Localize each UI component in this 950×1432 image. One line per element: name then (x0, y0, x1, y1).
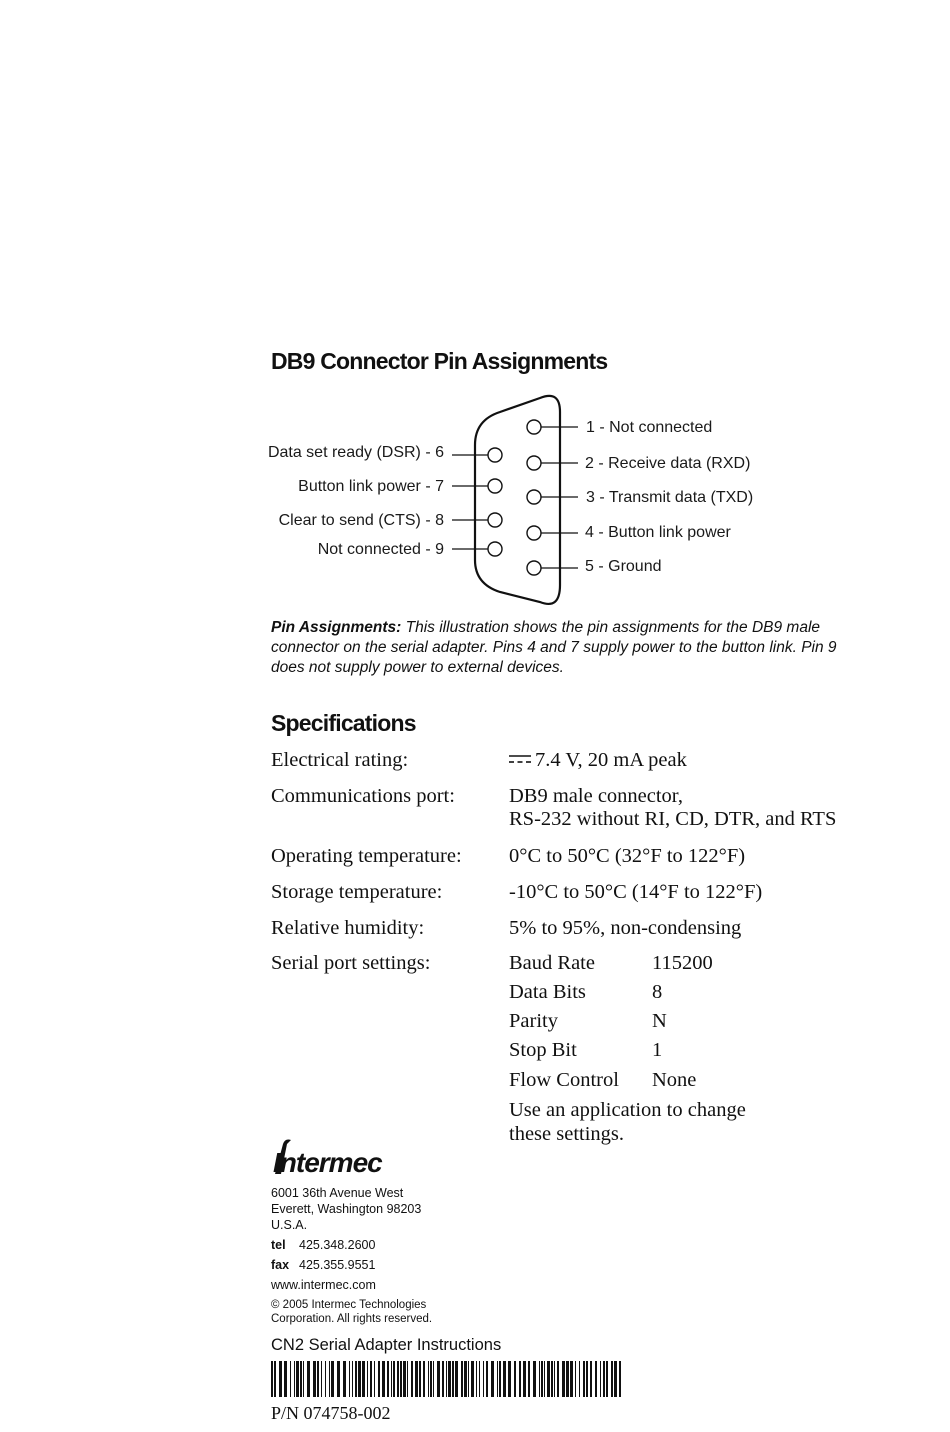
barcode-bar (349, 1361, 350, 1397)
barcode-bar (303, 1361, 304, 1397)
pin-7-label: Button link power - 7 (298, 478, 444, 495)
caption-lead: Pin Assignments: (271, 619, 402, 636)
barcode-bar (378, 1361, 380, 1397)
barcode-bar (331, 1361, 334, 1397)
barcode-bar (407, 1361, 408, 1397)
barcode-bar (528, 1361, 530, 1397)
barcode-bar (491, 1361, 494, 1397)
barcode-bar (519, 1361, 521, 1397)
barcode-bar (279, 1361, 282, 1397)
barcode-bar (433, 1361, 434, 1397)
barcode-bar (499, 1361, 501, 1397)
barcode-bar (554, 1361, 555, 1397)
pin-4-circle (527, 526, 541, 540)
barcode-bar (539, 1361, 540, 1397)
barcode-bar (362, 1361, 365, 1397)
barcode-bar (307, 1361, 310, 1397)
barcode-bar (503, 1361, 506, 1397)
barcode-bar (284, 1361, 287, 1397)
pin-9-label: Not connected - 9 (317, 541, 444, 558)
serial-val-databits: 8 (652, 981, 663, 1003)
barcode-bar (486, 1361, 488, 1397)
barcode-bar (352, 1361, 353, 1397)
serial-val-flow: None (652, 1069, 697, 1091)
serial-key-databits: Data Bits (509, 981, 586, 1003)
barcode-bar (400, 1361, 402, 1397)
barcode-bar (448, 1361, 451, 1397)
tel-number: 425.348.2600 (299, 1238, 376, 1252)
pin-1-circle (527, 420, 541, 434)
barcode (271, 1361, 626, 1397)
barcode-bar (321, 1361, 322, 1397)
spec-value-operating-temp: 0°C to 50°C (32°F to 122°F) (509, 845, 746, 867)
db9-caption (271, 618, 871, 678)
barcode-bar (300, 1361, 302, 1397)
intermec-logo (271, 1138, 431, 1178)
dc-voltage-icon (509, 754, 531, 764)
barcode-bar (479, 1361, 480, 1397)
barcode-bar (430, 1361, 432, 1397)
barcode-bar (471, 1361, 474, 1397)
db9-section-title: DB9 Connector Pin Assignments (271, 348, 608, 374)
pin-5-circle (527, 561, 541, 575)
barcode-bar (586, 1361, 588, 1397)
barcode-bar (557, 1361, 559, 1397)
barcode-bar (619, 1361, 621, 1397)
electrical-rating-text: 7.4 V, 20 mA peak (535, 749, 687, 771)
fax-number: 425.355.9551 (299, 1258, 376, 1272)
barcode-bar (296, 1361, 299, 1397)
pin-2-circle (527, 456, 541, 470)
barcode-bar (547, 1361, 550, 1397)
barcode-bar (570, 1361, 573, 1397)
barcode-bar (446, 1361, 447, 1397)
fax-line (271, 1257, 375, 1273)
pin-4-label: 4 - Button link power (585, 524, 731, 541)
address-line-3: U.S.A. (271, 1218, 308, 1232)
serial-key-flow: Flow Control (509, 1069, 619, 1091)
serial-key-parity: Parity (509, 1010, 558, 1032)
pin-5-label: 5 - Ground (585, 558, 662, 575)
spec-label-humidity: Relative humidity: (271, 917, 425, 939)
barcode-bar (374, 1361, 375, 1397)
barcode-bar (566, 1361, 569, 1397)
barcode-bar (461, 1361, 463, 1397)
spec-label-operating-temp: Operating temperature: (271, 845, 462, 867)
serial-key-stopbit: Stop Bit (509, 1039, 577, 1061)
barcode-bar (313, 1361, 316, 1397)
spec-label-serial-settings: Serial port settings: (271, 952, 431, 974)
spec-value-comm-port: DB9 male connector, (509, 785, 683, 807)
barcode-bar (403, 1361, 406, 1397)
pin-6-label: Data set ready (DSR) - 6 (267, 444, 444, 461)
serial-val-parity: N (652, 1010, 667, 1032)
barcode-bar (437, 1361, 440, 1397)
barcode-bar (290, 1361, 291, 1397)
serial-note-line1: Use an application to change (509, 1099, 746, 1121)
serial-note-line2: these settings. (509, 1123, 625, 1145)
logo-wordmark: Intermec (273, 1147, 382, 1178)
website-link[interactable]: www.intermec.com (271, 1278, 376, 1292)
barcode-bar (514, 1361, 516, 1397)
barcode-bar (595, 1361, 597, 1397)
barcode-bar (367, 1361, 368, 1397)
address-line-1: 6001 36th Avenue West (271, 1186, 404, 1200)
barcode-bar (411, 1361, 413, 1397)
barcode-bar (606, 1361, 608, 1397)
barcode-bar (387, 1361, 389, 1397)
barcode-bar (483, 1361, 484, 1397)
db9-left-pins (452, 448, 502, 556)
barcode-bar (611, 1361, 613, 1397)
barcode-bar (464, 1361, 467, 1397)
barcode-bar (614, 1361, 617, 1397)
part-number: P/N 074758-002 (271, 1403, 391, 1423)
barcode-bar (523, 1361, 526, 1397)
specifications-title: Specifications (271, 710, 416, 736)
barcode-bar (343, 1361, 346, 1397)
barcode-bar (294, 1361, 295, 1397)
spec-value-storage-temp: -10°C to 50°C (14°F to 122°F) (509, 881, 763, 903)
pin-3-circle (527, 490, 541, 504)
barcode-bar (452, 1361, 454, 1397)
fax-label: fax (271, 1258, 290, 1272)
pin-6-circle (488, 448, 502, 462)
barcode-bar (562, 1361, 565, 1397)
barcode-bar (325, 1361, 326, 1397)
barcode-bar (415, 1361, 418, 1397)
spec-value-humidity: 5% to 95%, non-condensing (509, 917, 742, 939)
barcode-bar (468, 1361, 469, 1397)
document-title: CN2 Serial Adapter Instructions (271, 1336, 502, 1354)
barcode-bar (419, 1361, 421, 1397)
barcode-bar (271, 1361, 273, 1397)
barcode-bar (358, 1361, 361, 1397)
barcode-bar (393, 1361, 395, 1397)
barcode-bar (497, 1361, 498, 1397)
spec-value-comm-port-2: RS-232 without RI, CD, DTR, and RTS (509, 808, 837, 830)
barcode-bar (391, 1361, 392, 1397)
barcode-bar (600, 1361, 601, 1397)
db9-right-pins (527, 420, 578, 575)
serial-val-stopbit: 1 (652, 1039, 663, 1061)
pin-9-circle (488, 542, 502, 556)
barcode-bar (337, 1361, 340, 1397)
serial-val-baud: 115200 (652, 952, 713, 974)
barcode-bar (603, 1361, 605, 1397)
spec-label-electrical: Electrical rating: (271, 749, 409, 771)
barcode-bar (583, 1361, 585, 1397)
barcode-bar (428, 1361, 429, 1397)
barcode-bar (575, 1361, 576, 1397)
barcode-bar (544, 1361, 545, 1397)
address-line-2: Everett, Washington 98203 (271, 1202, 422, 1216)
barcode-bar (590, 1361, 592, 1397)
barcode-bar (476, 1361, 477, 1397)
barcode-bar (579, 1361, 580, 1397)
tel-line (271, 1237, 375, 1253)
pin-7-circle (488, 479, 502, 493)
copyright-line-2: Corporation. All rights reserved. (271, 1313, 433, 1325)
barcode-bar (455, 1361, 458, 1397)
barcode-bar (442, 1361, 444, 1397)
barcode-bar (533, 1361, 536, 1397)
pin-8-circle (488, 513, 502, 527)
barcode-bar (382, 1361, 385, 1397)
barcode-bar (397, 1361, 399, 1397)
copyright-line-1: © 2005 Intermec Technologies (271, 1299, 427, 1311)
caption-body: This illustration shows the pin assignments for the DB9 male connector on the serial adapter. Pins 4 and 7 supply power to the button link. Pin 9 does not supply power to external devices. (271, 619, 837, 676)
spec-value-electrical (509, 748, 687, 772)
barcode-bar (329, 1361, 330, 1397)
serial-key-baud: Baud Rate (509, 952, 595, 974)
barcode-bar (370, 1361, 372, 1397)
barcode-bar (423, 1361, 425, 1397)
tel-label: tel (271, 1238, 286, 1252)
barcode-bar (317, 1361, 319, 1397)
pin-3-label: 3 - Transmit data (TXD) (586, 489, 754, 506)
barcode-bar (541, 1361, 543, 1397)
pin-1-label: 1 - Not connected (586, 419, 713, 436)
pin-8-label: Clear to send (CTS) - 8 (278, 512, 444, 529)
db9-connector-diagram (0, 0, 950, 640)
barcode-bar (274, 1361, 276, 1397)
spec-label-comm-port: Communications port: (271, 785, 455, 807)
barcode-bar (551, 1361, 553, 1397)
spec-label-storage-temp: Storage temperature: (271, 881, 443, 903)
pin-2-label: 2 - Receive data (RXD) (585, 455, 751, 472)
barcode-bar (508, 1361, 511, 1397)
barcode-bar (355, 1361, 357, 1397)
